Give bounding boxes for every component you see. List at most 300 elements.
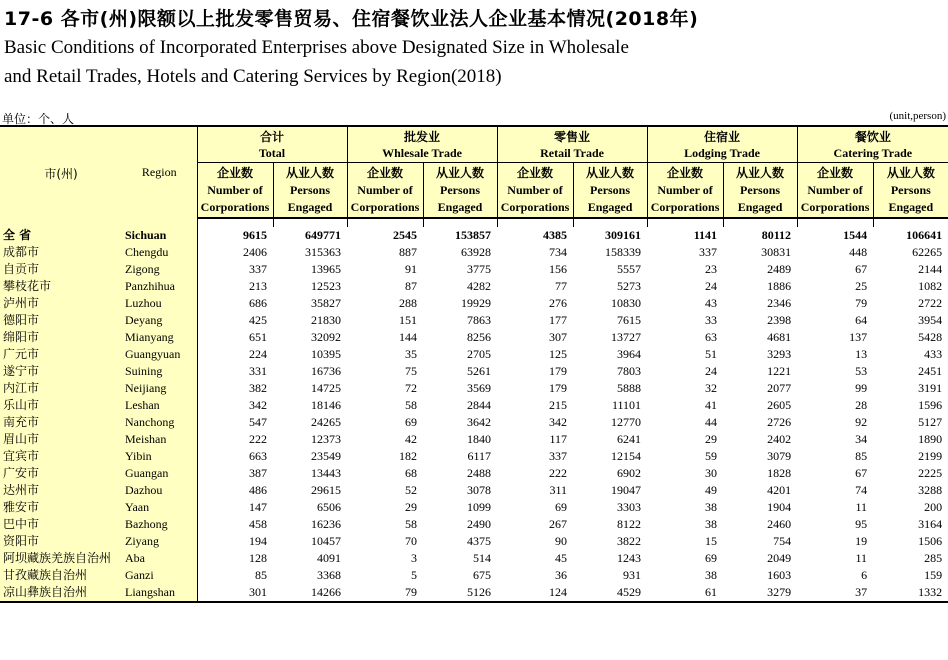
table-cell: 7863 (467, 313, 492, 327)
table-cell: 3 (411, 551, 418, 565)
table-row (0, 414, 948, 431)
table-cell: 887 (399, 245, 418, 259)
table-cell: 79 (855, 296, 868, 310)
table-cell: 182 (399, 449, 418, 463)
region-name-en: Ziyang (122, 533, 197, 550)
table-cell: 2844 (467, 398, 492, 412)
table-cell: 5428 (918, 330, 943, 344)
table-row (0, 346, 948, 363)
table-cell: 11101 (611, 398, 642, 412)
table-cell: 931 (623, 568, 642, 582)
table-cell: 32092 (311, 330, 342, 344)
table-cell: 23 (705, 262, 718, 276)
table-cell: 3642 (467, 415, 492, 429)
table-cell: 2451 (918, 364, 943, 378)
table-cell: 315363 (305, 245, 342, 259)
table-cell: 342 (549, 415, 568, 429)
table-row-total (0, 227, 948, 244)
table-cell: 448 (849, 245, 868, 259)
table-cell: 3293 (767, 347, 792, 361)
table-cell: 1886 (767, 279, 792, 293)
table-cell: 5 (411, 568, 418, 582)
table-cell: 3078 (467, 483, 492, 497)
table-cell: 67 (855, 466, 868, 480)
table-cell: 51 (705, 347, 718, 361)
table-cell: 5557 (617, 262, 642, 276)
header-sub-corp-4: 企业数 Number of Corporations (797, 163, 873, 219)
table-cell: 514 (473, 551, 492, 565)
table-cell: 14725 (311, 381, 342, 395)
table-cell: 276 (549, 296, 568, 310)
region-name-zh: 广安市 (0, 465, 122, 482)
table-cell: 63 (705, 330, 718, 344)
table-cell: 43 (705, 296, 718, 310)
table-cell: 38 (705, 568, 718, 582)
header-sub-corp-2: 企业数 Number of Corporations (497, 163, 573, 219)
table-row (0, 499, 948, 516)
table-title-chinese: 17-6 各市(州)限额以上批发零售贸易、住宿餐饮业法人企业基本情况(2018年) (4, 8, 699, 30)
table-cell: 2488 (467, 466, 492, 480)
table-cell: 285 (924, 551, 943, 565)
table-cell: 85 (855, 449, 868, 463)
region-name-zh: 乐山市 (0, 397, 122, 414)
table-cell: 1099 (467, 500, 492, 514)
region-name-zh: 自贡市 (0, 261, 122, 278)
header-group-lodging: 住宿业 Lodging Trade (647, 126, 797, 163)
region-name-en: Leshan (122, 397, 197, 414)
region-name-zh: 阿坝藏族羌族自治州 (0, 550, 122, 567)
table-cell: 224 (197, 346, 273, 363)
region-name-zh: 攀枝花市 (0, 278, 122, 295)
table-cell: 387 (197, 465, 273, 482)
header-sub-pers-1: 从业人数 Persons Engaged (423, 163, 497, 219)
table-cell: 24 (705, 279, 718, 293)
region-name-en: Zigong (122, 261, 197, 278)
table-row (0, 567, 948, 584)
table-cell: 28 (855, 398, 868, 412)
table-cell: 124 (497, 584, 573, 602)
region-name-zh: 广元市 (0, 346, 122, 363)
table-cell: 2144 (918, 262, 943, 276)
table-cell: 4282 (467, 279, 492, 293)
table-cell: 1141 (693, 228, 718, 242)
table-cell: 13727 (611, 330, 642, 344)
table-cell: 2460 (767, 517, 792, 531)
table-cell: 2199 (918, 449, 943, 463)
region-name-en: Sichuan (122, 227, 197, 244)
region-name-zh: 德阳市 (0, 312, 122, 329)
table-cell: 11 (855, 551, 868, 565)
header-group-wholesale: 批发业 Whlesale Trade (347, 126, 497, 163)
header-group-catering: 餐饮业 Catering Trade (797, 126, 948, 163)
header-sub-pers-0: 从业人数 Persons Engaged (273, 163, 347, 219)
header-city-zh: 市(州) (0, 126, 122, 218)
table-cell: 24265 (311, 415, 342, 429)
table-cell: 90 (555, 534, 568, 548)
table-row (0, 329, 948, 346)
table-cell: 106641 (906, 228, 943, 242)
region-name-en: Dazhou (122, 482, 197, 499)
table-cell: 288 (399, 296, 418, 310)
table-cell: 1082 (918, 279, 943, 293)
header-region-en: Region (122, 126, 197, 218)
table-cell: 337 (197, 261, 273, 278)
table-cell: 64 (855, 313, 868, 327)
table-row (0, 295, 948, 312)
table-cell: 4091 (317, 551, 342, 565)
table-cell: 3822 (617, 534, 642, 548)
region-name-zh: 遂宁市 (0, 363, 122, 380)
table-cell: 2490 (467, 517, 492, 531)
table-cell: 1904 (767, 500, 792, 514)
table-cell: 10830 (611, 296, 642, 310)
table-cell: 267 (549, 517, 568, 531)
table-row (0, 584, 948, 602)
table-cell: 486 (197, 482, 273, 499)
table-title-english-line1: Basic Conditions of Incorporated Enterprises above Designated Size in Wholesale (4, 37, 629, 58)
table-cell: 4385 (543, 228, 568, 242)
region-name-en: Guangyuan (122, 346, 197, 363)
table-cell: 125 (549, 347, 568, 361)
table-cell: 1332 (873, 584, 948, 602)
table-cell: 3964 (617, 347, 642, 361)
table-cell: 49 (705, 483, 718, 497)
region-name-zh: 资阳市 (0, 533, 122, 550)
table-cell: 7803 (617, 364, 642, 378)
region-name-zh: 宜宾市 (0, 448, 122, 465)
table-cell: 2722 (918, 296, 943, 310)
region-name-zh: 内江市 (0, 380, 122, 397)
table-cell: 35827 (311, 296, 342, 310)
table-cell: 734 (549, 245, 568, 259)
table-cell: 44 (705, 415, 718, 429)
table-row (0, 312, 948, 329)
table-cell: 2346 (767, 296, 792, 310)
table-cell: 6902 (617, 466, 642, 480)
table-cell: 38 (705, 500, 718, 514)
table-cell: 38 (705, 517, 718, 531)
table-cell: 153857 (455, 228, 492, 242)
table-cell: 649771 (305, 228, 342, 242)
table-cell: 16236 (311, 517, 342, 531)
table-cell: 425 (197, 312, 273, 329)
table-cell: 1840 (467, 432, 492, 446)
table-cell: 311 (549, 483, 568, 497)
table-cell: 19047 (611, 483, 642, 497)
region-name-zh: 达州市 (0, 482, 122, 499)
region-name-zh: 凉山彝族自治州 (0, 584, 122, 602)
table-cell: 29 (705, 432, 718, 446)
table-cell: 156 (549, 262, 568, 276)
table-cell: 144 (399, 330, 418, 344)
table-cell: 12523 (311, 279, 342, 293)
table-cell: 7615 (617, 313, 642, 327)
table-cell: 15 (705, 534, 718, 548)
enterprise-statistics-table (0, 125, 948, 603)
table-cell: 53 (855, 364, 868, 378)
table-cell: 99 (855, 381, 868, 395)
table-cell: 1828 (767, 466, 792, 480)
table-row (0, 278, 948, 295)
table-cell: 25 (855, 279, 868, 293)
table-cell: 37 (797, 584, 873, 602)
region-name-en: Deyang (122, 312, 197, 329)
table-cell: 12770 (611, 415, 642, 429)
table-cell: 80112 (761, 228, 792, 242)
table-cell: 1603 (767, 568, 792, 582)
table-cell: 1243 (617, 551, 642, 565)
table-cell: 6506 (317, 500, 342, 514)
table-cell: 3954 (918, 313, 943, 327)
table-cell: 32 (705, 381, 718, 395)
region-name-en: Meishan (122, 431, 197, 448)
table-cell: 95 (855, 517, 868, 531)
table-cell: 433 (924, 347, 943, 361)
table-cell: 3279 (723, 584, 797, 602)
table-cell: 158339 (605, 245, 642, 259)
region-name-en: Bazhong (122, 516, 197, 533)
table-cell: 4681 (767, 330, 792, 344)
table-cell: 342 (197, 397, 273, 414)
table-cell: 29 (405, 500, 418, 514)
table-cell: 63928 (461, 245, 492, 259)
table-row (0, 363, 948, 380)
table-cell: 19929 (461, 296, 492, 310)
table-cell: 79 (347, 584, 423, 602)
table-cell: 69 (705, 551, 718, 565)
table-cell: 35 (405, 347, 418, 361)
table-cell: 6117 (467, 449, 492, 463)
region-name-en: Guangan (122, 465, 197, 482)
table-cell: 5127 (918, 415, 943, 429)
table-cell: 5888 (617, 381, 642, 395)
header-sub-corp-1: 企业数 Number of Corporations (347, 163, 423, 219)
table-cell: 68 (405, 466, 418, 480)
table-cell: 87 (405, 279, 418, 293)
table-cell: 58 (405, 517, 418, 531)
table-row (0, 431, 948, 448)
table-cell: 14266 (273, 584, 347, 602)
region-name-zh: 巴中市 (0, 516, 122, 533)
table-cell: 5273 (617, 279, 642, 293)
region-name-en: Luzhou (122, 295, 197, 312)
table-cell: 8256 (467, 330, 492, 344)
region-name-en: Nanchong (122, 414, 197, 431)
table-cell: 686 (197, 295, 273, 312)
region-name-zh: 泸州市 (0, 295, 122, 312)
table-cell: 2726 (767, 415, 792, 429)
table-cell: 69 (555, 500, 568, 514)
header-group-retail: 零售业 Retail Trade (497, 126, 647, 163)
table-cell: 194 (197, 533, 273, 550)
table-cell: 3079 (767, 449, 792, 463)
table-cell: 3368 (317, 568, 342, 582)
table-cell: 179 (549, 364, 568, 378)
table-row (0, 516, 948, 533)
table-cell: 159 (924, 568, 943, 582)
region-name-en: Chengdu (122, 244, 197, 261)
table-cell: 72 (405, 381, 418, 395)
table-cell: 1890 (918, 432, 943, 446)
table-cell: 77 (555, 279, 568, 293)
table-row (0, 482, 948, 499)
table-cell: 179 (549, 381, 568, 395)
region-name-en: Panzhihua (122, 278, 197, 295)
header-sub-corp-3: 企业数 Number of Corporations (647, 163, 723, 219)
table-cell: 58 (405, 398, 418, 412)
region-name-en: Yaan (122, 499, 197, 516)
table-cell: 6241 (617, 432, 642, 446)
table-cell: 754 (773, 534, 792, 548)
table-cell: 331 (197, 363, 273, 380)
table-body (0, 218, 948, 602)
table-cell: 85 (197, 567, 273, 584)
table-cell: 1506 (918, 534, 943, 548)
table-cell: 75 (405, 364, 418, 378)
table-row (0, 380, 948, 397)
table-cell: 13443 (311, 466, 342, 480)
table-cell: 8122 (617, 517, 642, 531)
table-cell: 4529 (573, 584, 647, 602)
table-cell: 177 (549, 313, 568, 327)
table-cell: 3288 (918, 483, 943, 497)
table-row (0, 244, 948, 261)
table-cell: 9615 (197, 227, 273, 244)
table-row (0, 550, 948, 567)
table-cell: 675 (473, 568, 492, 582)
table-cell: 24 (705, 364, 718, 378)
header-sub-pers-4: 从业人数 Persons Engaged (873, 163, 948, 219)
table-cell: 74 (855, 483, 868, 497)
region-name-zh: 雅安市 (0, 499, 122, 516)
table-cell: 92 (855, 415, 868, 429)
table-cell: 30 (705, 466, 718, 480)
table-cell: 147 (197, 499, 273, 516)
table-cell: 33 (705, 313, 718, 327)
table-cell: 151 (399, 313, 418, 327)
table-cell: 222 (549, 466, 568, 480)
table-cell: 10457 (311, 534, 342, 548)
table-row (0, 448, 948, 465)
table-cell: 137 (849, 330, 868, 344)
table-cell: 2398 (767, 313, 792, 327)
table-cell: 1544 (843, 228, 868, 242)
table-cell: 2489 (767, 262, 792, 276)
table-cell: 6 (861, 568, 868, 582)
table-cell: 30831 (761, 245, 792, 259)
table-cell: 59 (705, 449, 718, 463)
table-cell: 2049 (767, 551, 792, 565)
table-cell: 12373 (311, 432, 342, 446)
table-cell: 4375 (467, 534, 492, 548)
table-cell: 3164 (918, 517, 943, 531)
table-cell: 200 (924, 500, 943, 514)
region-name-en: Yibin (122, 448, 197, 465)
region-name-zh: 甘孜藏族自治州 (0, 567, 122, 584)
table-cell: 337 (549, 449, 568, 463)
region-name-en: Aba (122, 550, 197, 567)
table-header (0, 126, 948, 218)
table-cell: 5261 (467, 364, 492, 378)
table-cell: 11 (855, 500, 868, 514)
table-cell: 61 (647, 584, 723, 602)
table-cell: 213 (197, 278, 273, 295)
table-cell: 70 (405, 534, 418, 548)
table-cell: 13965 (311, 262, 342, 276)
region-name-en: Liangshan (122, 584, 197, 602)
table-cell: 29615 (311, 483, 342, 497)
table-cell: 10395 (311, 347, 342, 361)
table-cell: 309161 (605, 228, 642, 242)
region-name-zh: 绵阳市 (0, 329, 122, 346)
table-row (0, 397, 948, 414)
header-sub-corp-0: 企业数 Number of Corporations (197, 163, 273, 219)
table-cell: 19 (855, 534, 868, 548)
region-name-en: Ganzi (122, 567, 197, 584)
header-group-total: 合计 Total (197, 126, 347, 163)
table-cell: 91 (405, 262, 418, 276)
table-cell: 13 (855, 347, 868, 361)
table-cell: 5126 (423, 584, 497, 602)
table-cell: 307 (549, 330, 568, 344)
region-name-zh: 全 省 (0, 227, 122, 244)
unit-label-chinese: 单位：个、人 (2, 112, 75, 126)
table-cell: 4201 (767, 483, 792, 497)
table-cell: 117 (549, 432, 568, 446)
table-cell: 663 (197, 448, 273, 465)
table-cell: 2077 (767, 381, 792, 395)
table-cell: 2605 (767, 398, 792, 412)
table-cell: 69 (405, 415, 418, 429)
table-cell: 16736 (311, 364, 342, 378)
table-cell: 18146 (311, 398, 342, 412)
table-cell: 36 (555, 568, 568, 582)
header-sub-pers-2: 从业人数 Persons Engaged (573, 163, 647, 219)
table-cell: 52 (405, 483, 418, 497)
region-name-en: Neijiang (122, 380, 197, 397)
table-cell: 1596 (918, 398, 943, 412)
table-cell: 2406 (197, 244, 273, 261)
table-cell: 67 (855, 262, 868, 276)
table-cell: 128 (197, 550, 273, 567)
table-cell: 34 (855, 432, 868, 446)
table-cell: 651 (197, 329, 273, 346)
region-name-zh: 南充市 (0, 414, 122, 431)
table-cell: 12154 (611, 449, 642, 463)
header-sub-pers-3: 从业人数 Persons Engaged (723, 163, 797, 219)
unit-label-english: (unit,person) (889, 110, 946, 122)
table-row (0, 533, 948, 550)
table-cell: 3569 (467, 381, 492, 395)
table-cell: 21830 (311, 313, 342, 327)
region-name-zh: 成都市 (0, 244, 122, 261)
table-cell: 222 (197, 431, 273, 448)
table-cell: 458 (197, 516, 273, 533)
table-cell: 23549 (311, 449, 342, 463)
table-cell: 2545 (393, 228, 418, 242)
table-cell: 547 (197, 414, 273, 431)
table-cell: 1221 (767, 364, 792, 378)
region-name-en: Suining (122, 363, 197, 380)
region-name-en: Mianyang (122, 329, 197, 346)
table-cell: 301 (197, 584, 273, 602)
table-row (0, 261, 948, 278)
table-cell: 45 (555, 551, 568, 565)
table-cell: 2225 (918, 466, 943, 480)
table-row (0, 465, 948, 482)
table-cell: 3191 (918, 381, 943, 395)
table-cell: 42 (405, 432, 418, 446)
